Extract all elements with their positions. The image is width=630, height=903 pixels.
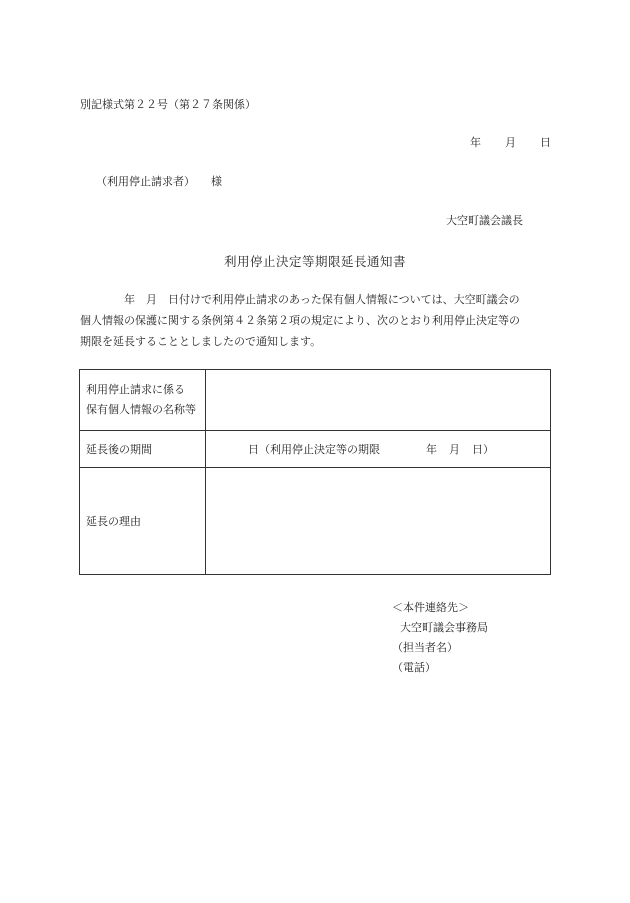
form-number: 別記様式第２２号（第２７条関係）	[80, 98, 256, 111]
body-text	[80, 289, 552, 352]
contact-heading: ＜本件連絡先＞	[392, 601, 469, 614]
row-label-info-name: 利用停止請求に係る 保有個人情報の名称等	[80, 370, 206, 431]
contact-person: （担当者名）	[392, 641, 458, 654]
sender: 大空町議会議長	[446, 214, 523, 227]
row-value-info-name[interactable]	[206, 370, 551, 431]
addressee-honorific: 様	[211, 175, 222, 188]
info-table	[79, 369, 551, 575]
contact-info	[392, 598, 488, 678]
contact-phone: （電話）	[392, 661, 436, 674]
period-dayend: 日）	[472, 443, 494, 456]
date-day: 日	[540, 136, 551, 149]
date-line	[470, 134, 551, 150]
row-label-extended-period: 延長後の期間	[80, 431, 206, 468]
period-month: 月	[449, 443, 460, 456]
row-label-reason: 延長の理由	[80, 468, 206, 575]
table-row	[80, 370, 551, 431]
period-day: 日	[248, 443, 259, 456]
table-row	[80, 468, 551, 575]
row-value-reason[interactable]	[206, 468, 551, 575]
addressee-requester: （利用停止請求者）	[96, 175, 195, 188]
body-line-2: 個人情報の保護に関する条例第４２条第２項の規定により、次のとおり利用停止決定等の	[80, 314, 520, 327]
contact-office: 大空町議会事務局	[400, 621, 488, 634]
period-year: 年	[426, 443, 437, 456]
date-year: 年	[470, 136, 481, 149]
addressee	[96, 173, 222, 189]
row-value-extended-period[interactable]	[206, 431, 551, 468]
date-month: 月	[505, 136, 516, 149]
body-line-1: 年 月 日付けで利用停止請求のあった保有個人情報については、大空町議会の	[124, 293, 520, 306]
table-row	[80, 431, 551, 468]
body-line-3: 期限を延長することとしましたので通知します。	[80, 335, 322, 348]
period-note: （利用停止決定等の期限	[259, 443, 380, 456]
page-title: 利用停止決定等期限延長通知書	[223, 254, 406, 269]
